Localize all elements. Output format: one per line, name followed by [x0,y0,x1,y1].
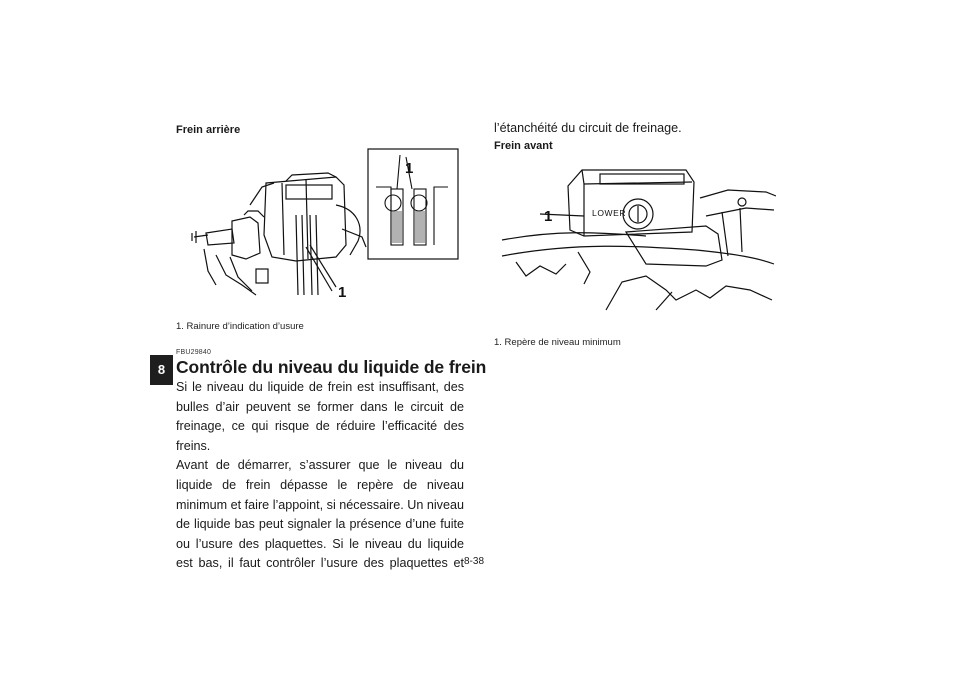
rear-brake-caption: 1. Rainure d’indication d’usure [176,321,304,332]
section-title: Contrôle du niveau du liquide de frein [176,357,487,377]
body-column-left [176,378,464,574]
front-brake-heading: Frein avant [494,140,553,152]
doc-code: FBU29840 [176,349,212,356]
continuation-text: l’étanchéité du circuit de freinage. [494,121,682,135]
section-tab: 8 [150,355,173,385]
paragraph-2: Avant de démarrer, s’assurer que le niveau du liquide de frein dépasse le repère de niveau minimum et faire l’appoint, si nécessaire. Un niveau de liquide bas peut signaler la présence d’une fuite ou l’usure des plaquettes. Si le niveau du liquide est bas, il faut contrôler l’usure des plaquettes et [176,458,464,571]
front-brake-caption: 1. Repère de niveau minimum [494,337,621,348]
front-brake-illustration [496,160,776,320]
page-number: 8-38 [464,556,485,567]
paragraph-1: Si le niveau du liquide de frein est insuffisant, des bulles d’air peuvent se former dans le circuit de freinage, ce qui risque de réduire l’efficacité des freins. [176,380,464,453]
figure-label-top: 1 [405,160,414,177]
figure-label: 1 [544,208,553,225]
figure-label-bottom: 1 [338,284,347,301]
rear-brake-heading: Frein arrière [176,124,241,136]
rear-brake-illustration [186,145,464,307]
reservoir-lower-text: LOWER [592,208,627,218]
